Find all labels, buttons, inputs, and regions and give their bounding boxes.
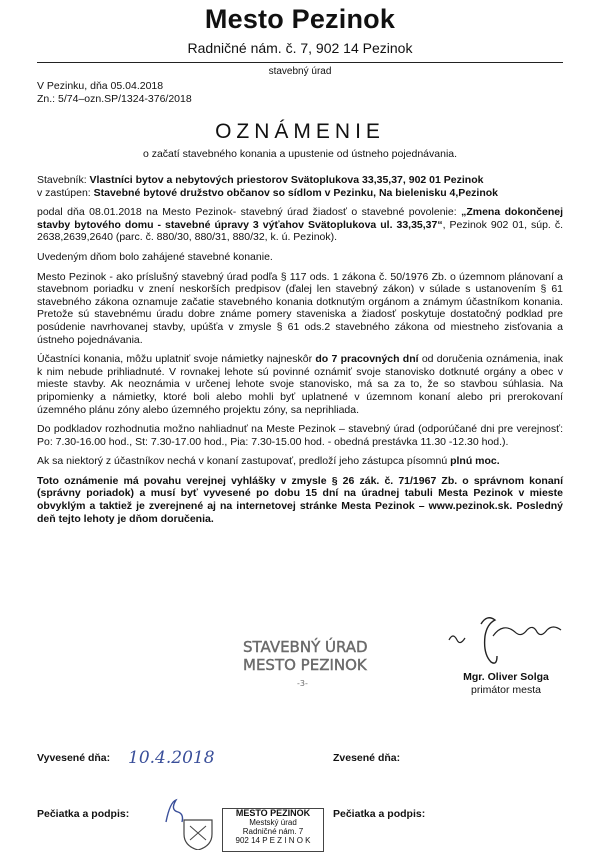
seal-line-1: MESTO PEZINOK	[235, 808, 311, 818]
started-paragraph: Uvedeným dňom bolo zahájené stavebné konanie.	[37, 250, 273, 263]
stamp-sign-label-right: Pečiatka a podpis:	[333, 808, 426, 820]
stamp-sign-label-left: Pečiatka a podpis:	[37, 808, 130, 820]
posted-label: Vyvesené dňa:	[37, 752, 111, 764]
representative-line	[37, 187, 563, 200]
representative-label: v zastúpen:	[37, 186, 94, 199]
removed-label: Zvesené dňa:	[333, 752, 401, 764]
office-name: stavebný úrad	[268, 66, 332, 77]
municipal-seal	[222, 808, 324, 852]
office-stamp	[235, 632, 370, 690]
signer-name: Mgr. Oliver Solga	[463, 671, 549, 683]
builder-line	[37, 174, 563, 187]
notice-body	[37, 174, 563, 532]
application-paragraph	[37, 206, 563, 244]
coat-of-arms-icon	[180, 816, 216, 850]
application-tail: , Pezinok 902 01, súp. č. 2638,2639,2640 (parc. č. 880/30, 880/31, 880/32, k. ú. Pezinok).	[37, 218, 563, 244]
representative-value: Stavebné bytové družstvo občanov so sídlom v Pezinku, Na bielenisku 4,Pezinok	[93, 186, 498, 199]
inspection-paragraph: Do podkladov rozhodnutia možno nahliadnuť na Meste Pezinok – stavebný úrad (odporúčané dni pre verejnosť: Po: 7.30-16.00 hod., St: 7.30-17.00 hod., Pia: 7.30-15.00 hod. - obedná prestávka 11.30 -12.30 hod.).	[37, 423, 563, 448]
notice-heading: OZNÁMENIE	[215, 120, 385, 143]
seal-line-3: Radničné nám. 7	[242, 827, 304, 836]
public-notice-paragraph: Toto oznámenie má povahu verejnej vyhlášky v zmysle § 26 zák. č. 71/1967 Zb. o správnom konaní (správny poriadok) a musí byť vyvesené po dobu 15 dní na úradnej tabuli Mesta Pezinok v mieste obvyklým a taktiež je zverejnené aj na internetovej stránke Mesta Pezinok – www.pezinok.sk. Posledný deň tejto lehoty je dňom doručenia.	[37, 474, 563, 525]
builder-value: Vlastníci bytov a nebytových priestorov Svätoplukova 33,35,37, 902 01 Pezinok	[89, 174, 484, 186]
signer-block	[436, 671, 576, 697]
reference-number: Zn.: 5/74–ozn.SP/1324-376/2018	[37, 93, 192, 105]
document-meta	[37, 80, 192, 106]
city-address: Radničné nám. č. 7, 902 14 Pezinok	[187, 40, 413, 56]
objections-text-2: od doručenia oznámenia, inak k nim nebude prihliadnuté. V rovnakej lehote sú povinné oznámiť svoje stanovisko dotknuté orgány a obec v mieste stavby. Ak neoznámia v určenej lehote svoje stanovisko, má sa za to, že so stavbou súhlasia. Na pripomienky a námietky, ktoré boli alebo mohli byť uplatnené v územnom konaní alebo pri prerokovaní územného plánu zóny alebo územného projektu zóny, sa neprihliada.	[37, 353, 563, 416]
notice-paragraph: Mesto Pezinok - ako príslušný stavebný úrad podľa § 117 ods. 1 zákona č. 50/1976 Zb. o územnom plánovaní a stavebnom poriadku v znení neskorších predpisov (ďalej len stavebný zákon) v súlade s ustanovením § 61 stavebného zákona oznamuje začatie stavebného konania dotknutým orgánom a známym účastníkom konania. Pretože sú stavebnému úradu dobre známe pomery staveniska a žiadosť poskytuje dostatočný podklad pre posúdenie navrhovanej stavby, upúšťa v zmysle § 61 ods.2 stavebného zákona od miestneho zisťovania a ústneho pojednávania.	[37, 270, 563, 346]
header-divider	[37, 62, 563, 63]
application-project: „Zmena dokončenej stavby bytového domu - stavebné úpravy 3 výťahov Svätoplukova ul. 33,35,37“	[37, 206, 563, 231]
seal-line-2: Mestský úrad	[249, 818, 297, 827]
objections-text-1: Účastníci konania, môžu uplatniť svoje námietky najneskôr	[37, 353, 316, 366]
place-date: V Pezinku, dňa 05.04.2018	[37, 80, 164, 92]
page-title: Mesto Pezinok	[204, 4, 396, 34]
signer-title: primátor mesta	[470, 684, 542, 696]
posted-date-handwritten: 10.4.2018	[128, 748, 215, 768]
seal-line-4: 902 14 P E Z I N O K	[235, 836, 311, 845]
mayor-signature	[445, 606, 580, 668]
notice-subheading: o začatí stavebného konania a upustenie od ústneho pojednávania.	[142, 148, 458, 160]
application-intro: podal dňa 08.01.2018 na Mesto Pezinok- stavebný úrad žiadosť o stavebné povolenie:	[37, 206, 462, 219]
objections-paragraph	[37, 353, 563, 416]
stamp-line-2: MESTO PEZINOK	[243, 656, 367, 674]
stamp-line-1: STAVEBNÝ ÚRAD	[243, 638, 368, 656]
proxy-bold: plnú moc.	[450, 455, 500, 468]
builder-label: Stavebník:	[37, 174, 90, 186]
objections-deadline: do 7 pracovných dní	[315, 353, 419, 366]
stamp-line-3: -3-	[297, 679, 308, 688]
proxy-paragraph	[37, 455, 563, 468]
proxy-text: Ak sa niektorý z účastníkov nechá v konaní zastupovať, predloží jeho zástupca písomnú	[37, 455, 451, 468]
